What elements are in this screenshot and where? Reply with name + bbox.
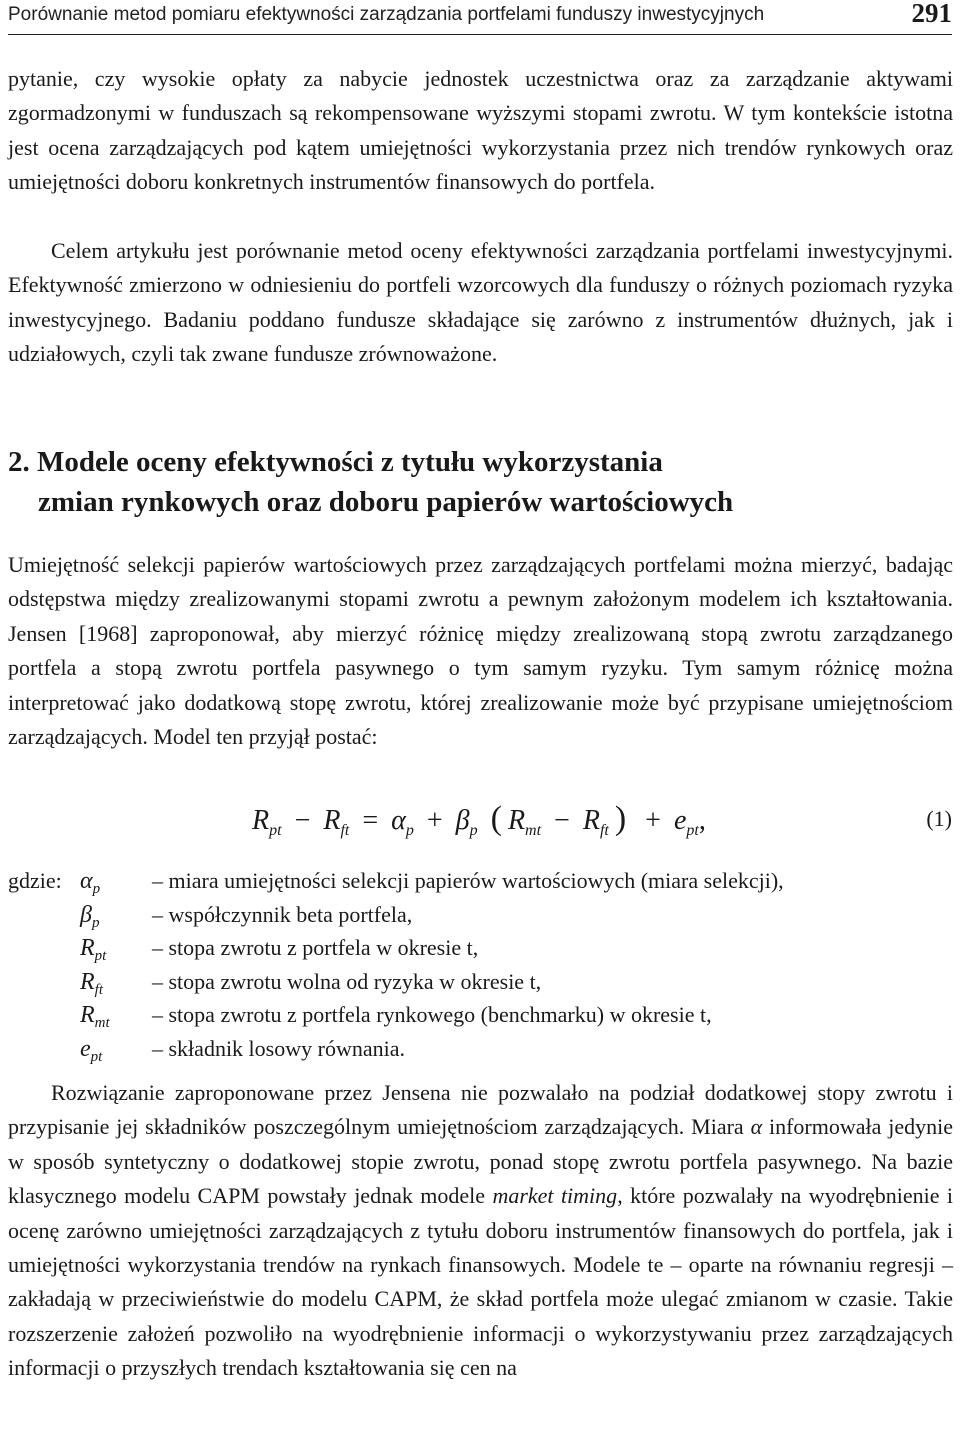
eq-e: e [673, 805, 687, 836]
definition-row [8, 969, 953, 1003]
eq-sub-pt: pt [269, 822, 282, 839]
paragraph-market-timing [8, 1076, 953, 1386]
eq-sub-mt: mt [525, 822, 542, 839]
def-symbol-sub: pt [90, 1048, 103, 1065]
def-text: – składnik losowy równania. [152, 1035, 405, 1061]
def-symbol-sub: pt [94, 948, 107, 964]
equation-number: (1) [926, 806, 952, 831]
para4-alpha-symbol: α [750, 1114, 763, 1140]
def-symbol-main: R [80, 968, 95, 995]
section-heading-line1: 2. Modele oceny efektywności z tytułu wykorzystania [8, 446, 663, 478]
definition-row [8, 935, 953, 969]
eq-sub-ft: ft [340, 822, 350, 839]
def-symbol-main: e [80, 1035, 91, 1062]
def-symbol-sub: mt [94, 1015, 110, 1031]
para4-text-2: informowała jedynie w sposób syntetyczny o dodatkowej stopie zwrotu, ponad stopę zwrotu portfela pasywnego. Na bazie klasycznego modelu CAPM powstały jednak modele [8, 1114, 953, 1209]
def-text: – miara umiejętności selekcji papierów wartościowych (miara selekcji), [152, 868, 784, 893]
def-symbol [80, 935, 106, 965]
def-symbol [80, 868, 100, 898]
definition-row [8, 1036, 953, 1070]
running-header [8, 0, 952, 35]
eq-comma: , [698, 805, 706, 836]
eq-plus: + [645, 805, 661, 836]
eq-minus: − [294, 805, 311, 836]
paragraph-article-goal: Celem artykułu jest porównanie metod oceny efektywności zarządzania portfelami inwestycyjnymi. Efektywność zmierzono w odniesieniu do portfeli wzorcowych dla funduszy o różnych poziomach ryzyka inwestycyjnego. Badaniu poddano fundusze składające się zarówno z instrumentów dłużnych, jak i udziałowych, czyli tak zwane fundusze zrównoważone. [8, 238, 953, 367]
eq-sub-pt: pt [686, 822, 699, 839]
def-symbol [80, 1002, 110, 1032]
definition-row [8, 868, 953, 902]
def-symbol [80, 969, 103, 999]
eq-sub-p: p [405, 822, 414, 839]
eq-R: R [507, 805, 526, 836]
definition-row [8, 1002, 953, 1036]
paragraph-intro-continued: pytanie, czy wysokie opłaty za nabycie jednostek uczestnictwa oraz za zarządzanie aktywami zgormadzonymi w funduszach są rekompensowane wyższymi stopami zwrotu. W tym kontekście istotna jest ocena zarządzających pod kątem umiejętności wykorzystania przez nich trendów rynkowych oraz umiejętności doboru konkretnych instrumentów finansowych do portfela. [8, 66, 953, 195]
para4-text-1: Rozwiązanie zaproponowane przez Jensena nie pozwalało na podział dodatkowej stopy zwrotu i przypisanie jej składników poszczególnym umiejętnościom zarządzających. Miara [8, 1080, 953, 1140]
eq-equals: = [362, 805, 379, 836]
section-heading [8, 442, 953, 522]
def-text: – stopa zwrotu z portfela rynkowego (benchmarku) w okresie t, [152, 1002, 712, 1027]
def-symbol-main: α [80, 868, 93, 894]
running-header-title: Porównanie metod pomiaru efektywności zarządzania portfelami funduszy inwestycyjnych [8, 4, 765, 25]
eq-minus: − [554, 805, 570, 836]
eq-sub-p: p [469, 822, 478, 839]
paragraph-jensen-model: Umiejętność selekcji papierów wartościowych przez zarządzających portfelami można mierzyć, badając odstępstwa między zrealizowanymi stopami zwrotu a pewnym założonym modelem ich kształtowania. Jensen [1968] zaproponował, aby mierzyć różnicę między zrealizowaną stopą zwrotu zarządzanego portfela a stopą zwrotu portfela pasywnego o tym samym ryzyku. Tym samym różnicę można interpretować jako dodatkową stopę zwrotu, której zrealizowanie może być przypisane umiejętnościom zarządzających. Model ten przyjął postać: [8, 552, 953, 750]
eq-sub-ft: ft [599, 822, 609, 839]
eq-beta: β [455, 805, 470, 836]
def-symbol [80, 1036, 102, 1066]
def-symbol-main: β [80, 901, 92, 928]
eq-alpha: α [391, 805, 406, 836]
def-text: – współczynnik beta portfela, [152, 901, 413, 927]
equation-jensen [252, 800, 952, 850]
def-text: – stopa zwrotu z portfela w okresie t, [152, 935, 479, 960]
def-symbol-sub: p [91, 914, 100, 931]
page-number: 291 [911, 0, 952, 28]
def-symbol-sub: ft [94, 981, 104, 998]
eq-R: R [582, 805, 600, 836]
def-symbol-sub: p [92, 881, 101, 897]
def-symbol-main: R [80, 1002, 95, 1028]
def-text: – stopa zwrotu wolna od ryzyka w okresie t, [152, 968, 542, 994]
definitions-label: gdzie: [8, 868, 62, 893]
definition-row [8, 902, 953, 936]
def-symbol [80, 902, 99, 932]
eq-rparen: ) [614, 800, 627, 837]
para4-italic-term: market timing [492, 1183, 618, 1209]
eq-R: R [323, 805, 341, 836]
eq-lparen: ( [490, 800, 502, 837]
def-symbol-main: R [80, 935, 95, 961]
section-heading-line2: zmian rynkowych oraz doboru papierów wartościowych [38, 486, 734, 518]
symbol-definitions [8, 868, 953, 1069]
eq-plus: + [426, 805, 443, 836]
para4-text-3: , które pozwalały na wyodrębnienie i ocenę zarówno umiejętności zarządzających z tytułu doboru instrumentów finansowych do portfela, jak i umiejętności wykorzystania trendów na rynkach finansowych. Modele te – oparte na równaniu regresji – zakładają w przeciwieństwie do modelu CAPM, że skład portfela może ulegać zmianom w czasie. Takie rozszerzenie założeń pozwoliło na wyodrębnienie informacji o wykorzystywaniu przez zarządzających informacji o przyszłych trendach kształtowania się cen na [8, 1183, 954, 1381]
eq-R: R [252, 805, 270, 836]
